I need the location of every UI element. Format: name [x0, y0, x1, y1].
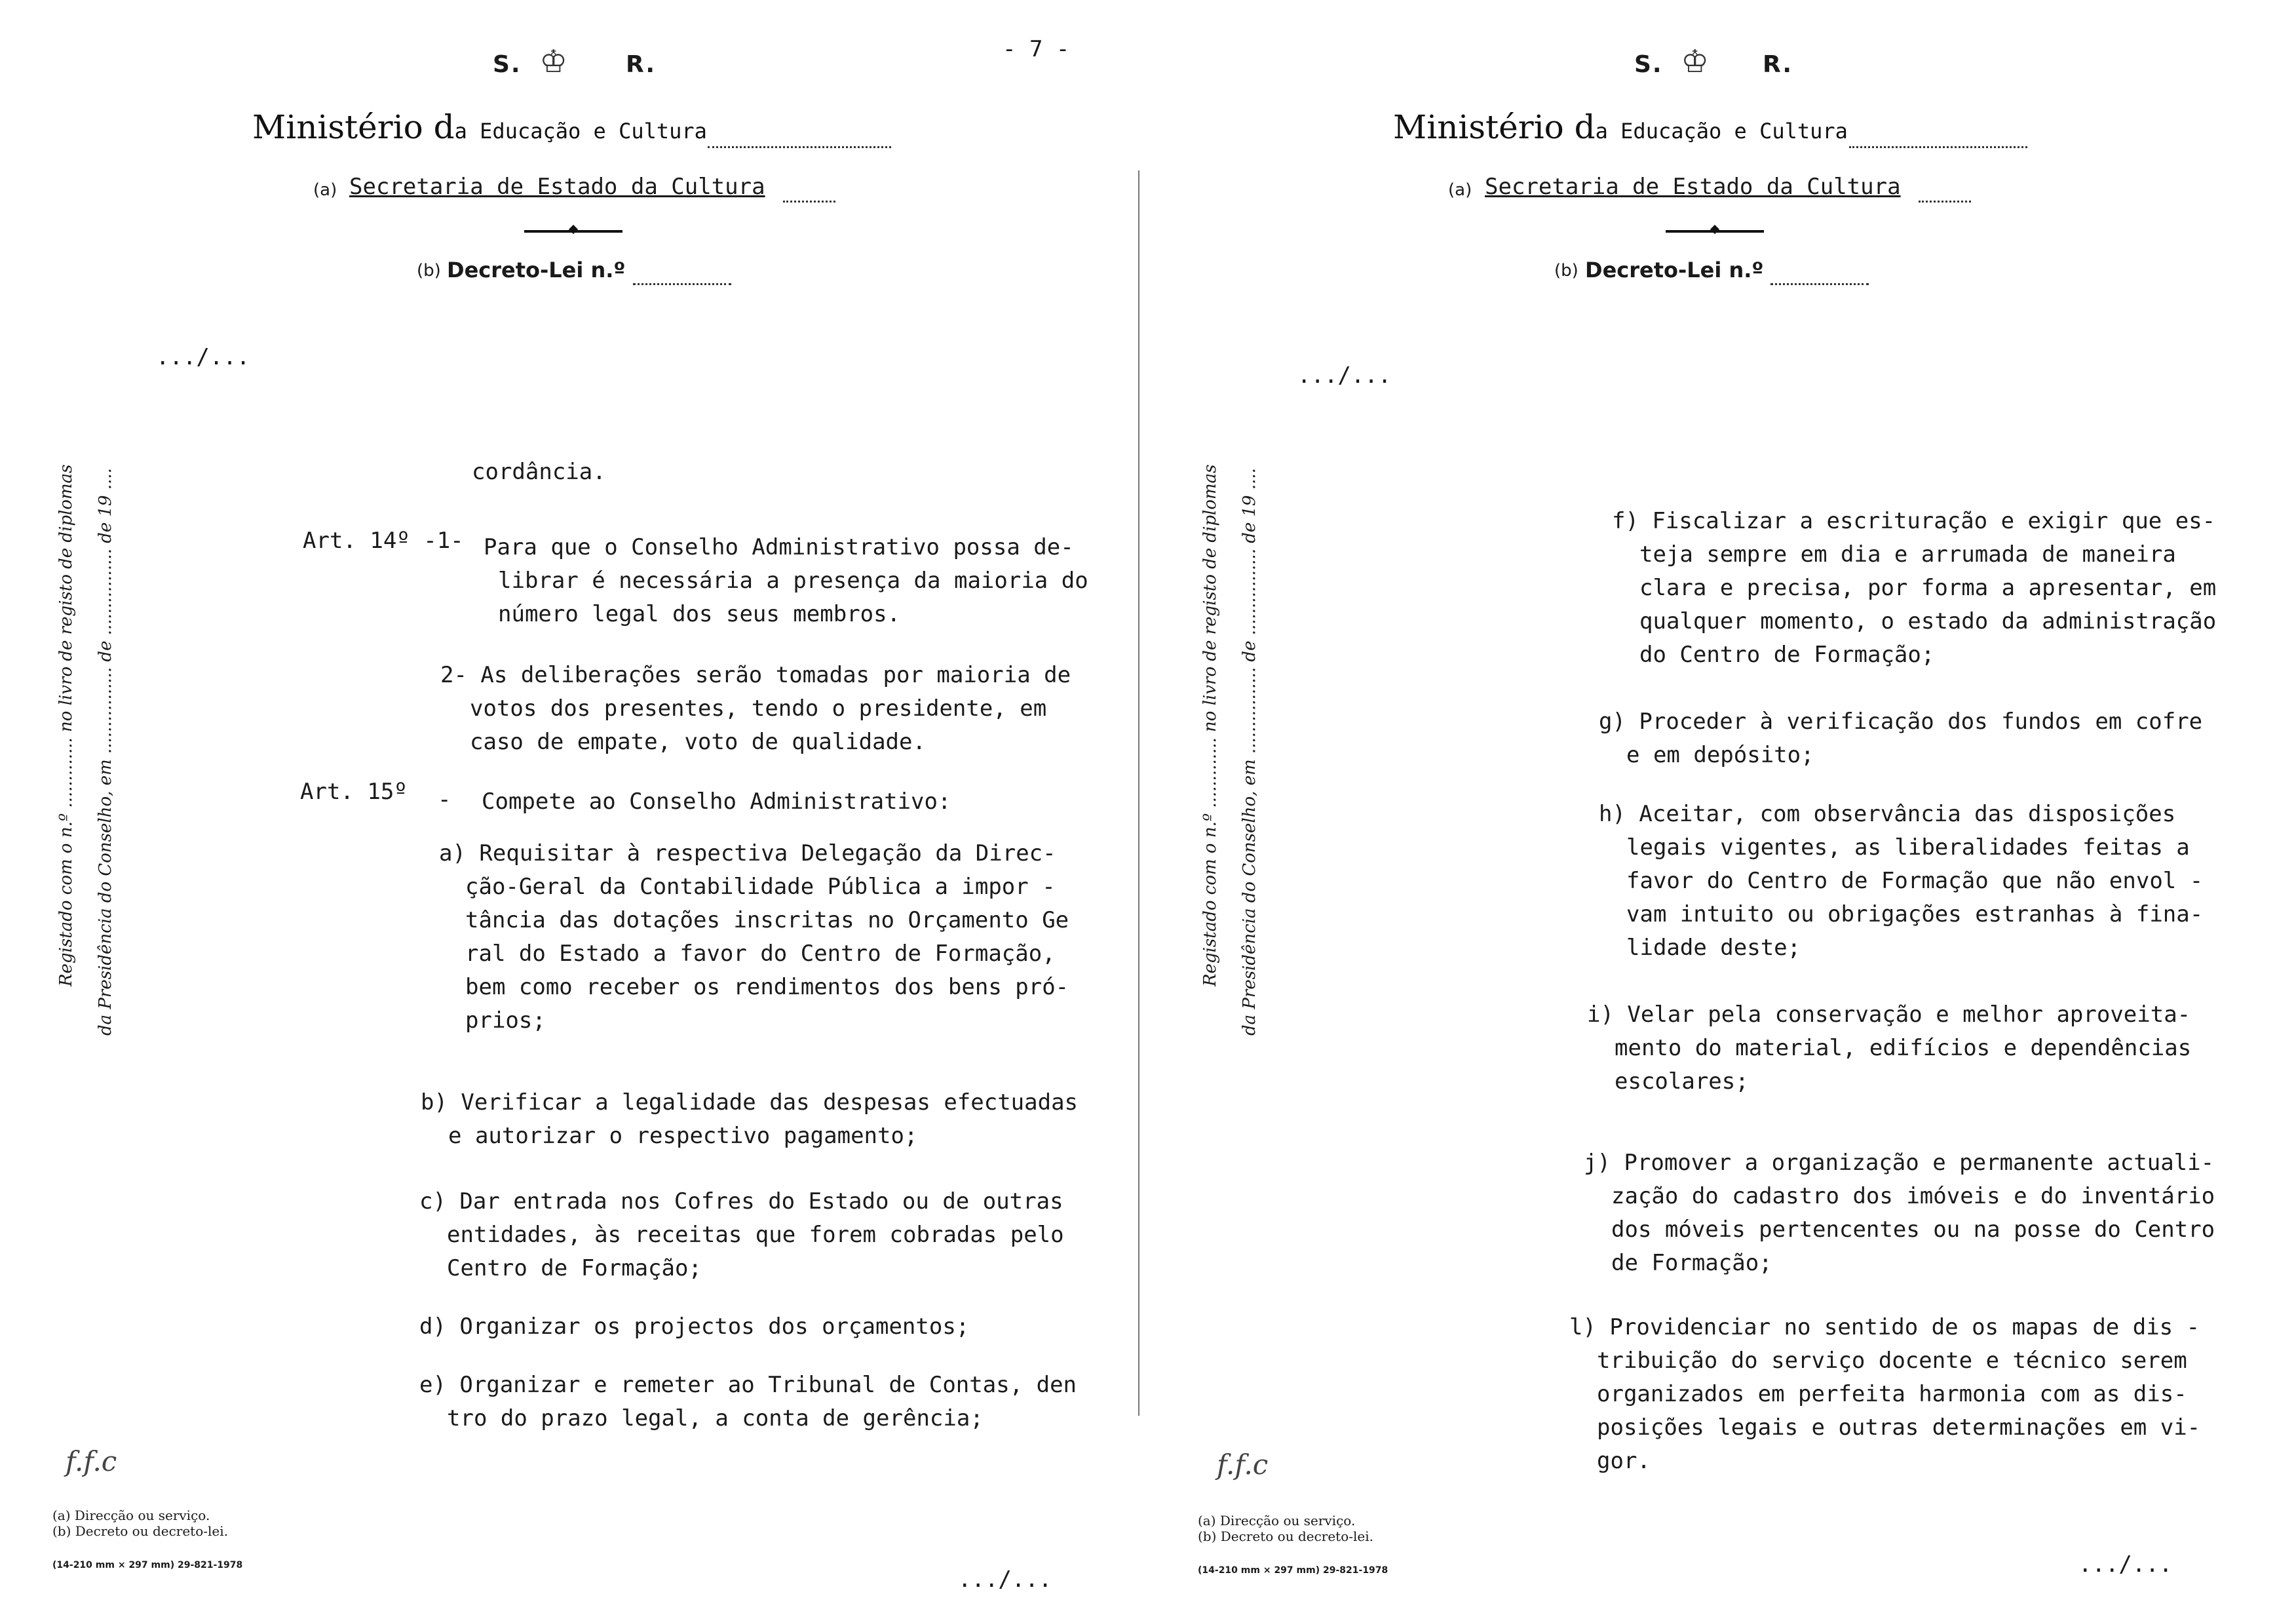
text-line: caso de empate, voto de qualidade.: [470, 729, 926, 755]
text-line: mento do material, edifícios e dependências: [1615, 1035, 2192, 1061]
text-line: tro do prazo legal, a conta de gerência;: [447, 1405, 984, 1431]
article-14-label: Art. 14º -1-: [303, 528, 464, 554]
seal-initial-r: R.: [1763, 51, 1793, 78]
text-line: ral do Estado a favor do Centro de Formação,: [465, 941, 1056, 967]
registry-margin-note-1: Registado com o n.º ............. no livro de registo de diplomas: [1200, 464, 1220, 986]
continuation-top: .../...: [1297, 362, 1392, 389]
text-line: posições legais e outras determinações em vi-: [1597, 1414, 2201, 1441]
secretaria-dotted-line: [783, 201, 835, 203]
continuation-bottom: .../...: [2078, 1551, 2173, 1578]
text-line: e autorizar o respectivo pagamento;: [448, 1123, 918, 1149]
text-line: g) Proceder à verificação dos fundos em cofre: [1599, 709, 2203, 735]
ministry-dotted-line: [1849, 146, 2027, 148]
footnote-ref-a: (a): [313, 180, 337, 200]
ministry-prefix: Ministério d: [1393, 108, 1596, 146]
text-line: entidades, às receitas que forem cobradas pelo: [447, 1222, 1064, 1248]
article-15-dash: -: [438, 787, 451, 813]
text-line: escolares;: [1615, 1068, 1749, 1095]
item-h: [1599, 798, 2203, 965]
registry-margin-note-2: da Presidência do Conselho, em ................ de ................ de 19 ....: [1240, 468, 1259, 1036]
text-line: teja sempre em dia e arrumada de maneira: [1639, 541, 2176, 568]
ministry-dept: a Educação e Cultura: [454, 119, 707, 144]
text-line: e em depósito;: [1626, 742, 1814, 768]
text-line: zação do cadastro dos imóveis e do inventário: [1611, 1183, 2215, 1209]
decreto-label: Decreto-Lei n.º: [447, 258, 626, 282]
item-g: [1599, 705, 2202, 772]
text-line: l) Providenciar no sentido de os mapas de dis -: [1569, 1314, 2200, 1340]
handwritten-initials: f.f.c: [66, 1445, 117, 1477]
article-14-paragraph-1: [484, 531, 1088, 631]
footnote-ref-a: (a): [1448, 180, 1472, 200]
registry-margin-note-2: da Presidência do Conselho, em ................ de ................ de 19 ....: [96, 468, 115, 1036]
article-15-label: Art. 15º: [300, 779, 408, 805]
text-line: vam intuito ou obrigações estranhas à fina-: [1626, 901, 2204, 927]
text-line: tância das dotações inscritas no Orçamento Ge: [465, 907, 1069, 933]
text-line: de Formação;: [1611, 1250, 1772, 1276]
right-page: [1148, 0, 2296, 1615]
ministry-dept: a Educação e Cultura: [1595, 119, 1848, 144]
footnote-b: (b) Decreto ou decreto-lei.: [52, 1523, 229, 1539]
footnote-ref-b: (b): [417, 261, 441, 281]
text-line: bem como receber os rendimentos dos bens pró-: [465, 974, 1069, 1000]
text-line: j) Promover a organização e permanente actuali-: [1584, 1150, 2215, 1176]
text-line: votos dos presentes, tendo o presidente, em: [470, 695, 1047, 722]
text-line: Para que o Conselho Administrativo possa de-: [484, 534, 1074, 560]
text-line: tribuição do serviço docente e técnico serem: [1597, 1348, 2187, 1374]
text-line: lidade deste;: [1626, 935, 1801, 961]
footnote-ref-b: (b): [1554, 261, 1578, 281]
text-line: número legal dos seus membros.: [498, 601, 901, 627]
item-i: [1587, 998, 2191, 1099]
text-line: e) Organizar e remeter ao Tribunal de Contas, den: [419, 1372, 1077, 1398]
item-j: [1584, 1146, 2215, 1280]
secretaria-line: Secretaria de Estado da Cultura: [1485, 174, 1901, 200]
continuation-top: .../...: [156, 344, 250, 370]
coat-of-arms-icon: ♔: [541, 34, 566, 82]
secretaria-dotted-line: [1919, 201, 1971, 203]
text-line: clara e precisa, por forma a apresentar, em: [1639, 575, 2217, 601]
text-line: f) Fiscalizar a escrituração e exigir que es-: [1612, 508, 2216, 534]
ministry-title: [1393, 108, 1848, 146]
opening-fragment: cordância.: [472, 459, 606, 485]
seal-initial-r: R.: [626, 51, 657, 78]
item-l: [1569, 1311, 2200, 1478]
decreto-label: Decreto-Lei n.º: [1585, 258, 1764, 282]
text-line: dos móveis pertencentes ou na posse do Centro: [1611, 1216, 2215, 1243]
form-code: (14-210 mm × 297 mm) 29-821-1978: [52, 1560, 243, 1570]
page-number: - 7 -: [1003, 36, 1070, 62]
footnote-b: (b) Decreto ou decreto-lei.: [1198, 1528, 1374, 1544]
continuation-bottom: .../...: [958, 1566, 1052, 1593]
item-a: [439, 837, 1069, 1038]
text-line: do Centro de Formação;: [1639, 642, 1935, 668]
text-line: qualquer momento, o estado da administração: [1639, 608, 2217, 634]
form-code: (14-210 mm × 297 mm) 29-821-1978: [1198, 1565, 1388, 1576]
text-line: Centro de Formação;: [447, 1255, 702, 1281]
seal-initial-s: S.: [1634, 51, 1663, 78]
decreto-dotted-line: [1770, 283, 1869, 285]
text-line: gor.: [1597, 1448, 1651, 1474]
text-line: d) Organizar os projectos dos orçamentos;: [419, 1313, 970, 1340]
text-line: legais vigentes, as liberalidades feitas a: [1626, 834, 2190, 861]
text-line: a) Requisitar à respectiva Delegação da Direc-: [439, 840, 1056, 866]
article-15-intro: Compete ao Conselho Administrativo:: [482, 788, 951, 815]
decreto-dotted-line: [633, 283, 731, 285]
text-line: librar é necessária a presença da maioria do: [498, 568, 1088, 594]
text-line: favor do Centro de Formação que não envol -: [1626, 868, 2204, 894]
text-line: b) Verificar a legalidade das despesas efectuadas: [421, 1089, 1079, 1116]
item-c: [419, 1185, 1064, 1285]
text-line: c) Dar entrada nos Cofres do Estado ou de outras: [419, 1188, 1063, 1215]
handwritten-initials: f.f.c: [1217, 1449, 1269, 1481]
divider-ornament: [1666, 230, 1764, 233]
text-line: ção-Geral da Contabilidade Pública a impor -: [465, 874, 1056, 900]
item-d: [419, 1310, 969, 1344]
item-f: [1612, 505, 2216, 672]
ministry-title: [252, 108, 707, 146]
text-line: prios;: [465, 1007, 546, 1034]
seal-initial-s: S.: [493, 51, 522, 78]
footnote-a: (a) Direcção ou serviço.: [52, 1508, 210, 1523]
item-e: [419, 1369, 1077, 1435]
item-b: [421, 1086, 1078, 1153]
article-14-paragraph-2: [440, 659, 1071, 759]
ministry-prefix: Ministério d: [252, 108, 455, 146]
ministry-dotted-line: [708, 146, 891, 148]
text-line: organizados em perfeita harmonia com as dis-: [1597, 1381, 2187, 1407]
footnote-a: (a) Direcção ou serviço.: [1198, 1513, 1356, 1528]
text-line: h) Aceitar, com observância das disposições: [1599, 801, 2176, 827]
coat-of-arms-icon: ♔: [1683, 34, 1708, 82]
registry-margin-note-1: Registado com o n.º ............. no livro de registo de diplomas: [56, 464, 76, 986]
text-line: i) Velar pela conservação e melhor aproveita-: [1587, 1002, 2191, 1028]
divider-ornament: [524, 230, 622, 233]
secretaria-line: Secretaria de Estado da Cultura: [349, 174, 765, 200]
page-edge-line: [1138, 170, 1139, 1416]
text-line: 2- As deliberações serão tomadas por maioria de: [440, 662, 1071, 688]
